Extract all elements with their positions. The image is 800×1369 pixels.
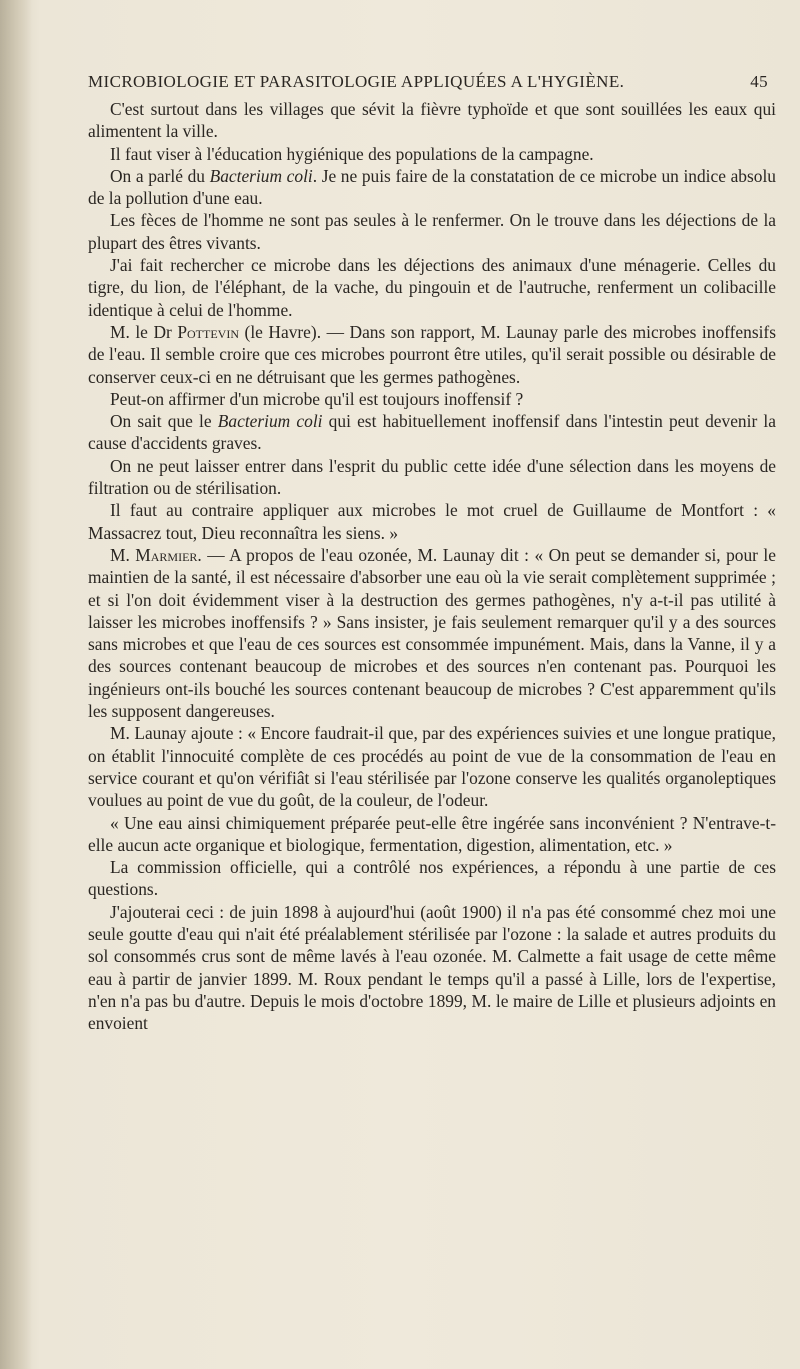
running-title: MICROBIOLOGIE ET PARASITOLOGIE APPLIQUÉES A L'HYGIÈNE. xyxy=(88,72,625,91)
page-gutter-shadow xyxy=(0,0,32,1369)
body-text xyxy=(88,98,776,1034)
paragraph: C'est surtout dans les villages que sévit la fièvre typhoïde et que sont souillées les eaux qui alimentent la ville. xyxy=(88,99,776,142)
paragraph: M. le Dr Pottevin (le Havre). — Dans son rapport, M. Launay parle des microbes inoffensifs de l'eau. Il semble croire que ces microbes pourront être utiles, qu'il serait possible ou désirable de conserver ceux-ci en ne détruisant que les germes pathogènes. xyxy=(88,321,776,387)
paragraph: Peut-on affirmer d'un microbe qu'il est toujours inoffensif ? xyxy=(110,388,524,409)
paragraph: La commission officielle, qui a contrôlé nos expériences, a répondu à une partie de ces questions. xyxy=(88,857,776,900)
speaker-name: Marmier xyxy=(135,544,198,565)
paragraph: « Une eau ainsi chimiquement préparée peut-elle être ingérée sans inconvénient ? N'entrave-t-elle aucun acte organique et biologique, fermentation, digestion, alimentation, etc. » xyxy=(88,812,776,855)
paragraph: J'ajouterai ceci : de juin 1898 à aujourd'hui (août 1900) il n'a pas été consommé chez moi une seule goutte d'eau qui n'ait été préalablement stérilisée par l'ozone : la salade et autres produits du sol consommés crus sont de même lavés à l'eau ozonée. M. Calmette a fait usage de cette même eau à partir de janvier 1899. M. Roux pendant le temps qu'il a passé à Lille, lors de l'expertise, n'en n'a pas bu d'autre. Depuis le mois d'octobre 1899, M. le maire de Lille et plusieurs adjoints en envoient xyxy=(88,901,776,1034)
species-name: Bacterium coli xyxy=(209,165,313,186)
paragraph: On a parlé du Bacterium coli. Je ne puis faire de la constatation de ce microbe un indice absolu de la pollution d'une eau. xyxy=(88,165,776,209)
paragraph: M. Launay ajoute : « Encore faudrait-il que, par des expériences suivies et une longue pratique, on établit l'innocuité complète de ces procédés au point de vue de la consommation de l'eau en service courant et qu'on vérifiât si l'eau stérilisée par l'ozone conserve les qualités organoleptiques voulues au point de vue du goût, de la couleur, de l'odeur. xyxy=(88,723,776,811)
page-number: 45 xyxy=(750,72,768,91)
paragraph: Les fèces de l'homme ne sont pas seules à le renfermer. On le trouve dans les déjections de la plupart des êtres vivants. xyxy=(88,210,776,253)
speaker-name: Pottevin xyxy=(177,321,239,342)
paragraph: Il faut viser à l'éducation hygiénique des populations de la campagne. xyxy=(110,143,594,164)
running-head xyxy=(88,72,768,92)
paragraph: Il faut au contraire appliquer aux microbes le mot cruel de Guillaume de Montfort : « Massacrez tout, Dieu reconnaîtra les siens. » xyxy=(88,500,776,543)
species-name: Bacterium coli xyxy=(217,411,323,432)
paragraph: On ne peut laisser entrer dans l'esprit du public cette idée d'une sélection dans les moyens de filtration ou de stérilisation. xyxy=(88,455,776,499)
paragraph: M. Marmier. — A propos de l'eau ozonée, M. Launay dit : « On peut se demander si, pour le maintien de la santé, il est nécessaire d'absorber une eau où la vie serait complètement supprimée ; et si l'on doit évidemment viser à la destruction des germes pathogènes, n'y a-t-il pas utilité à laisser les microbes inoffensifs ? » Sans insister, je fais seulement remarquer qu'il y a des sources sans microbes et que l'eau de ces sources est consommée impunément. Mais, dans la Vanne, il y a des sources contenant beaucoup de microbes et des sources n'en contenant pas. Pourquoi les ingénieurs ont-ils bouché les sources contenant beaucoup de microbes ? C'est apparemment qu'ils les supposent dangereuses. xyxy=(88,544,776,722)
paragraph: On sait que le Bacterium coli qui est habituellement inoffensif dans l'intestin peut devenir la cause d'accidents graves. xyxy=(88,411,776,454)
paragraph: J'ai fait rechercher ce microbe dans les déjections des animaux d'une ménagerie. Celles du tigre, du lion, de l'éléphant, de la vache, du pingouin et de l'autruche, renferment un colibacille identique à celui de l'homme. xyxy=(88,255,776,320)
